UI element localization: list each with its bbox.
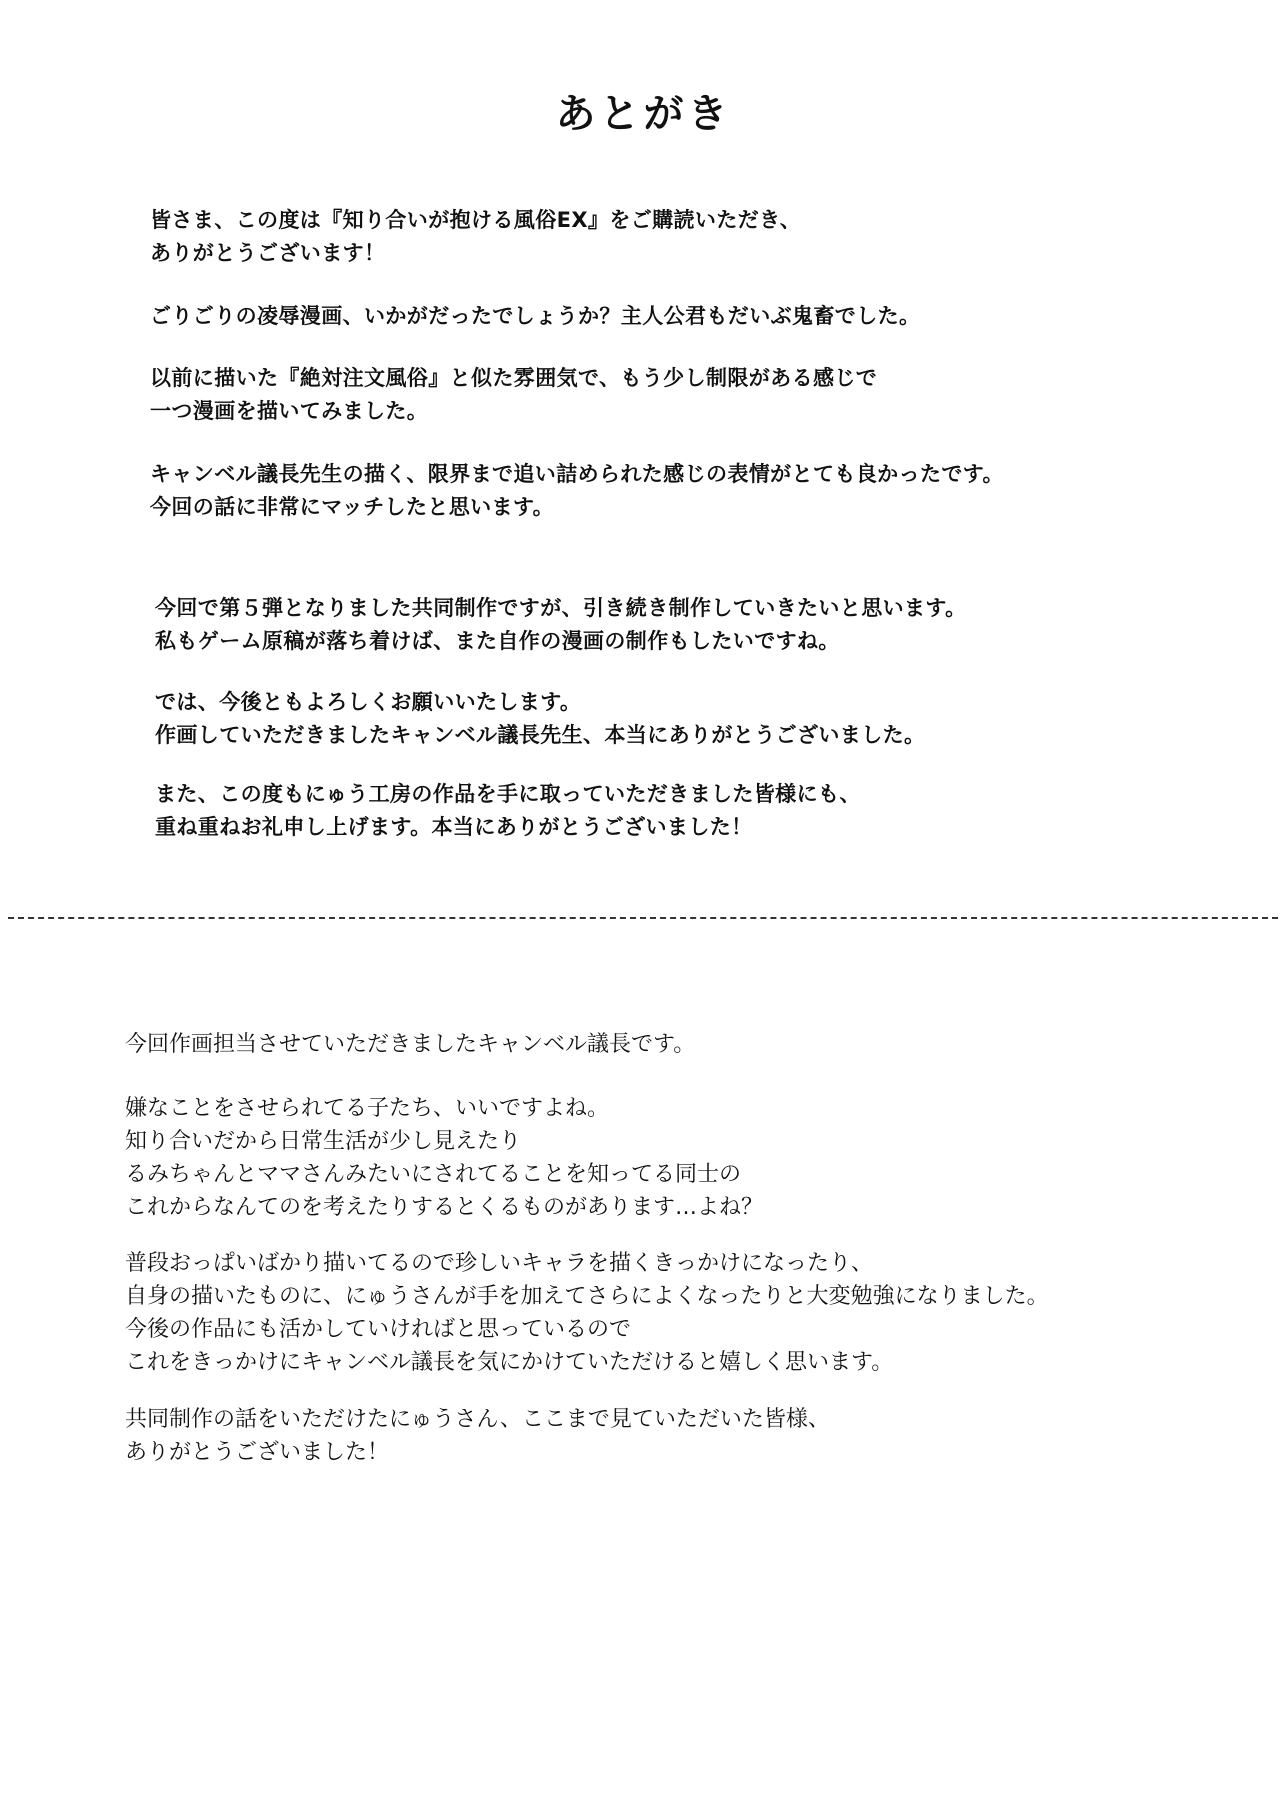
text-line: 自身の描いたものに、にゅうさんが手を加えてさらによくなったりと大変勉強になりました。 <box>125 1284 1049 1309</box>
text-line: では、今後ともよろしくお願いいたします。 <box>155 690 582 714</box>
text-line: 今後の作品にも活かしていければと思っているので <box>125 1317 632 1342</box>
afterword-paragraph-5 <box>155 592 967 658</box>
page-title: あとがき <box>555 91 732 137</box>
artist-paragraph-4 <box>125 1403 830 1469</box>
artist-paragraph-2 <box>125 1092 763 1224</box>
text-line: ありがとうございました！ <box>125 1440 390 1465</box>
text-line: 嫌なことをさせられてる子たち、いいですよね。 <box>125 1096 610 1121</box>
text-line: 今回作画担当させていただきましたキャンベル議長です。 <box>125 1032 696 1057</box>
afterword-paragraph-1 <box>150 204 801 270</box>
artist-paragraph-3 <box>125 1247 1049 1379</box>
afterword-paragraph-3 <box>150 362 877 428</box>
text-line: 共同制作の話をいただけたにゅうさん、ここまで見ていただいた皆様、 <box>125 1407 830 1432</box>
text-line: 今回の話に非常にマッチしたと思います。 <box>150 495 555 519</box>
afterword-paragraph-7 <box>155 778 861 844</box>
artist-paragraph-1 <box>125 1028 695 1061</box>
afterword-paragraph-2 <box>150 300 920 333</box>
text-line: これからなんてのを考えたりするとくるものがあります…よね？ <box>125 1195 764 1220</box>
text-line: 普段おっぱいばかり描いてるので珍しいキャラを描くきっかけになったり、 <box>125 1251 874 1276</box>
text-line: 重ね重ねお礼申し上げます。本当にありがとうございました！ <box>155 815 753 839</box>
text-line: 以前に描いた『絶対注文風俗』と似た雰囲気で、もう少し制限がある感じで <box>150 366 878 390</box>
text-line: 私もゲーム原稿が落ち着けば、また自作の漫画の制作もしたいですね。 <box>155 629 840 653</box>
text-line: るみちゃんとママさんみたいにされてることを知ってる同士の <box>125 1162 742 1187</box>
text-line: ありがとうございます！ <box>150 241 386 265</box>
text-line: また、この度もにゅう工房の作品を手に取っていただきました皆様にも、 <box>155 782 861 806</box>
text-line: 作画していただきましたキャンベル議長先生、本当にありがとうございました。 <box>155 723 926 747</box>
text-line: 皆さま、この度は『知り合いが抱ける風俗EX』をご購読いただき、 <box>150 208 802 232</box>
text-line: ごりごりの凌辱漫画、いかがだったでしょうか？主人公君もだいぶ鬼畜でした。 <box>150 304 921 328</box>
text-line: 知り合いだから日常生活が少し見えたり <box>125 1129 522 1154</box>
afterword-paragraph-4 <box>150 458 1004 524</box>
text-line: これをきっかけにキャンベル議長を気にかけていただけると嬉しく思います。 <box>125 1350 894 1375</box>
text-line: 今回で第５弾となりました共同制作ですが、引き続き制作していきたいと思います。 <box>155 596 967 620</box>
afterword-paragraph-6 <box>155 686 925 752</box>
text-line: キャンベル議長先生の描く、限界まで追い詰められた感じの表情がとても良かったです。 <box>150 462 1004 486</box>
text-line: 一つ漫画を描いてみました。 <box>150 399 429 423</box>
dashed-divider <box>8 917 1278 919</box>
